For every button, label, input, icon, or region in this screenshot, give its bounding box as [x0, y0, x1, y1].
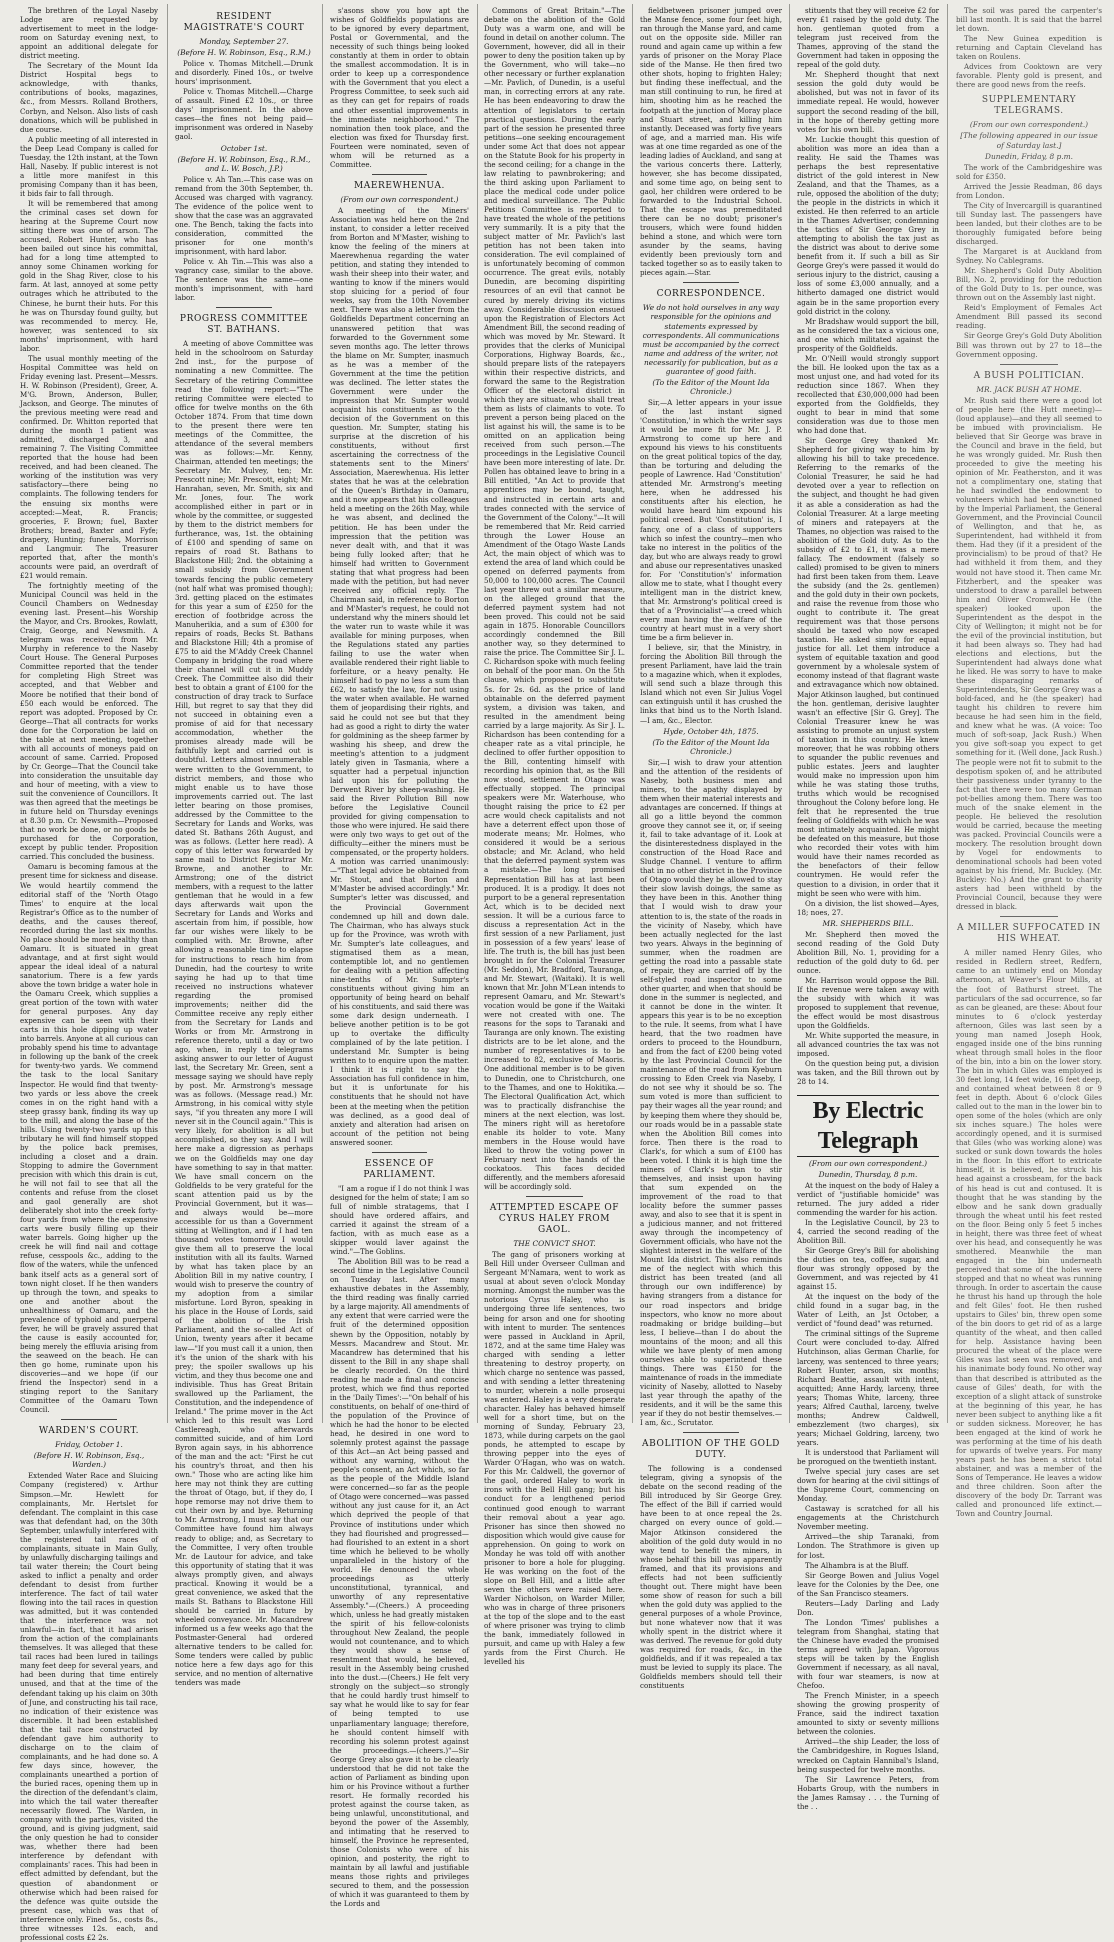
article-paragraph: It is understood that Parliament will be prorogued on the twentieth instant.: [797, 1447, 939, 1467]
column-divider: [789, 4, 790, 1423]
article-paragraph: The work of the Cambridgeshire was sold for £350.: [956, 162, 1102, 181]
telegraph-banner: By Electric Telegraph: [797, 1095, 939, 1157]
section-rule: [1000, 364, 1058, 365]
article-paragraph: Commons of Great Britain."—The debate on the abolition of the Gold Duty was a warm one, and will be found in detail on another column. The Government, however, did all in their power to deny the position taken up by the Government, who will take—no other necessary or further explanation—Mr. Pavlich, of Dunedin, is a useful man, in correcting errors at any rate. He has been endeavoring to draw the attention of legislators to certain practical questions. During the early part of the session he presented three petitions—one seeking encouragement under some Act that does not appear on the Statute Book for his property in the second ceiling; for a change in the law relating to pawnbrokering; and the third asking upon Parliament to place the medical code under police and medical surveillance. The Public Petitions Committee is reported to have treated the whole of the petitions very summarily. It is a pity that the subject matter of Mr. Pavlich's last petition has not been taken into consideration. The evil complained of is unfortunately becoming of common occurrence. The great evils, notably Dunedin, are becoming dispiriting resources of an evil that cannot be cured by merely driving its victims away. Considerable discussion ensued upon the Registration of Electors Act Amendment Bill, the second reading of which was moved by Mr. Steward. It provides that the clerks of Municipal Corporations, Highway Boards, &c., should prepare lists of the ratepayers within their respective districts, and forward the same to the Registration Officer of the electoral district in which they are situate, who shall treat them as lists of claimants to vote. To prevent a person being placed on the list against his will, the same is to be omitted on an application being received from such person.—The proceedings in the Legislative Council have been more interesting of late. Dr. Pollen has obtained leave to bring in a Bill entitled, "An Act to provide that apprentices may be bound, taught, and instructed in certain arts and trades connected with the service of the Government of the Colony."—It will be remembered that Mr. Reid carried through the Lower House an Amendment of the Otago Waste Lands Act, the main object of which was to extend the area of land which could be opened on deferred payments from 50,000 to 100,000 acres. The Council last year threw out a similar measure, on the alleged ground that the deferred payment system had not been proved. This could not be said again in 1875. Honorable Councillors accordingly condemned the Bill another way, so they determined to raise the price. The Committee Sir J. L. C. Richardson spoke with much feeling on behalf of the poor man. On the 5th clause, which proposed to substitute 5s. for 2s. 6d. as the price of land obtainable on the deferred payment system, a division was taken, and resulted in the amendment being carried by a large majority. As Sir J. L. Richardson has been contending for a cheaper rate as a vital principle, he declined to offer further opposition to the Bill, contenting himself with recording his opinion that, as the Bill now stood, settlement in Otago was effectually stopped. The principal speakers were Mr. Waterhouse, who thought raising the price to £2 per acre would check capitalists and not have a deterrent effect upon those of moderate means; Mr. Holmes, who considered it would be a serious obstacle; and Mr. Acland, who held that the deferred payment system was a mistake.—The long promised Representation Bill has at last been produced. It is a prodigy. It does not purport to be a general representation Act, which is to be decided next session. It will be a curious farce to discuss a representation Act in the first session of a new Parliament, just in possession of a few years' lease of life. The truth is, the bill has just been brought in for the Colonial Treasurer (Mr. Seddon), Mr. Bradford, Tauranga, and Mr. Stewart, (Waitaki). It is well known that Mr. John M'Lean intends to represent Oamaru, and Mr. Stewart's vocation would be gone if the Waitaki were not created with one. The reasons for the sops to Taranaki and Tauranga are only known. The existing districts are to be let alone, and the number of representatives is to be increased to 82, exclusive of Maoris. One additional member is to be given to Dunedin, one to Christchurch, one to the Thames, and one to Hokitika.—The Electoral Qualification Act, which was to practically disfranchise the miners at the next election, was lost. The miners right will as heretofore enable its holder to vote. Many members in the House would have liked to throw the voting power in February next into the hands of the cockatoos. This faces decided differently, and the members aforesaid will be accordingly sold.: [484, 6, 625, 1192]
dateline: Friday, October 1.: [55, 1440, 123, 1450]
column-2: [175, 6, 313, 1688]
dateline: Hyde, October 4th, 1875.: [663, 726, 759, 736]
article-paragraph: Oamaru is becoming famous at the present time for sickness and disease. We would heartily commend the editorial staff of the 'North Otago Times' to enquire at the local Registrar's Office as to the number of deaths, and the causes thereof, recorded during the last six months. No place should be more healthy than Oamaru. It is situated in great advantage, and at first sight would appear the ideal ideal of a natural sanatorium. There is a few yards above the town bridge a water hole in the Oamaru Creek, which supplies a great portion of the town with water for general purposes. Any day expensive can be seen with their carts in this hole dipping up water into barrels. Anyone at all curious can probably spend his time to advantage in following up the bank of the creek for twenty-two yards. We commend the task to the local Sanitary Inspector. He would find that twenty-two yards or less above the creek comes in on the right hand with a steep grassy bank, finding its way up to the mill, and along the base of the hills. Using twenty-two yards up this tributary he will find himself stopped by the police back premises, including a closet and a drain. Stopping to admire the Government precision with which this drain is cut, he will not fail to see that all the contents and refuse from the closet and gaol generally are shot deliberately shot into the creek forty-four yards from where the expensive carts were busily filling up their water barrels. Going higher up the creek he will find nail and cottage refuse, cesspools &c., adding to the flow of the waters, while the unfenced bank itself acts as a general sort of town night closet. If he then wanders up through the town, and speaks to one and another about the unhealthiness of Oamaru, and the prevalence of typhoid and puerperal fever, he will be gravely assured that the cause is easily accounted for, being merely the effluvia arising from the seaweed on the beach. He can then go home, ruminate upon his discoveries—and we hope (if our friend the Inspector) send in a stinging report to the Sanitary Committee of the Oamaru Town Council.: [20, 862, 158, 1415]
dateline: (To the Editor of the Mount Ida Chronicle.): [652, 377, 770, 396]
article-paragraph: A public meeting of all interested in the Deep Lead Company is called for Tuesday, the 12th instant, at the Town Hall, Naseby. If public interest is not a little more manifest in this promising Company than it has been, it bids fair to fall through.: [20, 134, 158, 198]
article-paragraph: The usual monthly meeting of the Hospital Committee was held on Friday evening last. Present—Messrs. H. W. Robinson (President), Greer, A. M'G. Brown, Anderson, Buller, Jackson, and George. The minutes of the previous meeting were read and confirmed. Dr. Whitton reported that during the month 1 patient was admitted, discharged 3, and remaining 7. The Visiting Committee reported that the house had been received, and had been cleaned. The working of the institution was very satisfactory—there being no complaints. The following tenders for the ensuing six months were accepted:—Meat, R. Francis; groceries, F. Brown; fuel, Baxter Brothers; bread, Baxter and Fyfe; drapery, Hunting; funerals, Morrison and Langmuir. The Treasurer reported that, after the month's accounts were paid, an overdraft of £21 would remain.: [20, 353, 158, 580]
dateline: (To the Editor of the Mount Ida Chronicle.): [652, 737, 770, 756]
article-paragraph: Castaway is scratched for all his engagements at the Christchurch November meeting.: [797, 1504, 939, 1532]
article-paragraph: "I am a rogue if I do not think I was designed for the helm of state; I am so full of nimble stratagems, that I should have ordered affairs, and carried it against the stream of a faction, with as much ease as a skipper would laver against the wind."—The Goblins.: [330, 1183, 469, 1257]
article-paragraph: Sir George Grey's Bill for abolishing the duties on tea, coffee, sugar, and flour was strongly opposed by the Government, and was rejected by 41 against 15.: [797, 1245, 939, 1292]
article-paragraph: Mr. Shepherd thought that next session the gold duty would be abolished, but was not in favor of its immediate repeal. He would, however support the second reading of the bill, in the hope of thereby getting more votes for his own bill.: [797, 70, 939, 134]
section-rule: [683, 1432, 740, 1433]
section-rule: [526, 1196, 582, 1197]
article-paragraph: At the inquest on the body of Haley a verdict of "justifiable homicide" was returned. The jury added a rider commending the warder for his action.: [797, 1180, 939, 1217]
section-heading: ABOLITION OF THE GOLD DUTY.: [642, 1439, 780, 1461]
column-divider: [167, 4, 168, 1423]
article-paragraph: Mr. Harrison would oppose the Bill. If the revenue were taken away with the subsidy with which it was proposed to supplement that revenue, the effect would be most disastrous upon the Goldfields.: [797, 975, 939, 1031]
article-paragraph: The French Minister, in a speech showing the growing prosperity of France, said the indirect taxation amounted to sixty or seventy millions between the colonies.: [797, 1691, 939, 1737]
column-divider: [632, 4, 633, 1423]
article-paragraph: The following is a condensed telegram, giving a synopsis of the debate on the second reading of the Bill introduced by Sir George Grey. The effect of the Bill if carried would have been to at once repeal the 2s. charged on every ounce of gold.—Major Atkinson considered the abolition of the gold duty would in no way tend to benefit the miners, in whose behalf this bill was apparently framed, and that its provisions and effects had not been sufficiently thought out. There might have been some show of reason for such a bill when the gold duty was applied to the general purposes of a whole Province, but none whatever now that it was wholly spent in the district where it was derived. The revenue for gold duty was required for roads, &c., in the goldfields, and if it was repealed a tax must be levied to supply its place. The Goldfields members should tell their constituents: [640, 1464, 782, 1691]
section-heading: CORRESPONDENCE.: [656, 289, 766, 300]
dateline: (Before H. W. Robinson, Esq., R.M., and L. W. Bosch, J.P.): [177, 154, 311, 173]
column-1: [20, 6, 158, 1942]
column-divider: [322, 4, 323, 1423]
article-paragraph: Mr. O'Neill would strongly support the bill. He looked upon the tax as a most unjust one, and had voted for its reduction since 1867. When they recollected that £30,000,000 had been exported from the Goldfields, they ought to bear in mind that some consideration was due to those men who had done that.: [797, 353, 939, 436]
section-heading: MAEREWHENUA.: [353, 180, 446, 191]
article-paragraph: Mr. Luckie thought this question of abolition was more an idea than a reality. He said the Thames was perhaps the best representative district of the gold interest in New Zealand, and that the Thames, as a rule, opposed the abolition of the duty; the people in the districts in which it existed. He then referred to an article in the Thames Advertiser, condemning the tactics of Sir George Grey in attempting to abolish the tax just as the district was about to derive some benefit from it. If such a bill as Sir George Grey's were passed it would do serious injury to the district, causing a loss of some £3,000 annually, and a hitherto damaged one district would again be in the same proportion every gold district in the colony.: [797, 134, 939, 316]
article-paragraph: Reuters—Lady Darling and Lady Don.: [797, 1598, 939, 1617]
article-paragraph: The criminal sittings of the Supreme Court were concluded to-day. Alfred Hutchinson, alias German Charlie, for larceny, was sentenced to three years; Robert Hunter, arson, six months; Richard Beattie, assault with intent, acquitted; Anne Hardy, larceny, three years; Thomas White, larceny, three years; Alfred Cauthal, larceny, twelve months; Andrew Caldwell, embezzlement (two charges), six years; Michael Goldring, larceny, two years.: [797, 1329, 939, 1447]
dateline: Dunedin, Friday, 8 p.m.: [985, 151, 1073, 161]
article-paragraph: Sir,—A letter appears in your issue of the last instant signed 'Constitution,' in which the writer says it would be more fit for Mr. J. P. Armstrong to come up here and expound his views to his constituents on the great political topics of the day, than be torturing and deluding the people of Lawrence. Had 'Constitution' attended Mr. Armstrong's meeting here, when he addressed his constituents after his election, he would have heard him expound his political creed. But 'Constitution' is, I fancy, one of a class of supporters which so infest the country—men who take no interest in the politics of the day, but who are always ready to growl and abuse our representatives unasked for. For 'Constitution's' information allow me to state, what I thought every intelligent man in the district knew, that Mr. Armstrong's political creed is that of a 'Provincialist'—a creed which every man having the welfare of the country at heart must in a very short time be a firm believer in.: [640, 397, 782, 643]
dateline: [The following appeared in our issue of Saturday last.]: [960, 131, 1098, 150]
article-paragraph: Sir George Bowen and Julius Vogel leave for the Colonies by the Dee, one of the San Francisco steamers.: [797, 1570, 939, 1598]
article-paragraph: Police v. Ah Tan.—This case was on remand from the 30th September, th. Accused was charged with vagrancy. The evidence of the police went to show that the case was an aggravated one. The Bench, taking the facts into consideration, committed the prisoner for one month's imprisonment, with hard labor.: [175, 174, 313, 257]
article-paragraph: fieldbetween prisoner jumped over the Manse fence, some four feet high, ran through the Manse yard, and came out on the opposite side. Miller ran round and again came up within a few yards of prisoner on the Moray Place side of the Manse. He then fired two other shots, hoping to frighten Haley; but finding these ineffectual, and the man still continuing to run, he fired at him, shooting him as he reached the footpath at the junction of Moray place and Stuart street, and killing him instantly. Deceased was forty five years of age, and a married man. His wife was at one time regarded as one of the leading ladies of Auckland, and sang at the various concerts there. Latterly, however, she has become dissipated, and some time ago, on being sent to gaol, her children were ordered to be forwarded to the Industrial School. That the escape was premeditated there can be no doubt; prisoner's trousers, which were found hidden behind a stone, and which were torn asunder by the seams, having evidently been previously torn and tacked together so as to easily taken to pieces again.—Star.: [640, 6, 782, 278]
dateline: (From our own correspondent.): [808, 1158, 928, 1168]
article-paragraph: The Secretary of the Mount Ida District Hospital begs to acknowledge, with thanks, contributions of books, magazines, &c., from Messrs. Rolland Brothers, Corbyn, and Nelson. Also lists of cash donations, which will be published in due course.: [20, 61, 158, 134]
article-paragraph: I believe, sir, that the Ministry, in forcing the Abolition Bill through the present Parliament, have laid the train to a magazine which, when it explodes, will send such a blaze through this Island which not even Sir Julius Vogel can extinguish until it has crushed the links that bind us to the North Island.—I am, &c., Elector.: [640, 643, 782, 725]
section-heading: A BUSH POLITICIAN.: [973, 370, 1085, 381]
dateline: Monday, September 27.: [199, 37, 289, 46]
article-paragraph: The London 'Times' publishes a telegram from Shanghai, stating that the Chinese have evaded the promised terms agreed with Japan. Vigorous steps will be taken by the English Government if necessary, as all naval, with four war steamers, is now at Chefoo.: [797, 1617, 939, 1691]
article-paragraph: Mr Bradshaw would support the bill, as he considered the tax a vicious one, and one which militated against the prosperity of the Goldfields.: [797, 316, 939, 353]
dateline: (From our own correspondent.): [340, 194, 459, 204]
article-paragraph: At the inquest on the body of the child found in a sugar bag, in the Water of Leith, an Jst October, a verdict of "found dead" was returned.: [797, 1292, 939, 1329]
article-paragraph: Mr. White supported the measure, in all advanced countries the tax was not imposed.: [797, 1031, 939, 1059]
article-paragraph: The Margaret is at Auckland from Sydney. No Cablegrams.: [956, 247, 1102, 266]
dateline: (Before H. W. Robinson, Esq., Warden.): [33, 1451, 145, 1470]
article-paragraph: The Sir Lawrence Peters, from Hobarts Group, with the numbers in the James Ramsay . . . the Turning of the . .: [797, 1774, 939, 1811]
article-paragraph: Sir,—I wish to draw your attention and the attention of the residents of Naseby, both business men and miners, to the apathy displayed by them when their material interests and advantages are concerned. If things at all go a little beyond the common groove they cannot see it, or, if seeing it, fail to take advantage of it. Look at the disinterestedness displayed in the construction of the Hoad Race and Sludge Channel. I venture to affirm that in no other district in the Province of Otago would they be allowed to stay their slow lavish doings, the same as they have been in this. Another thing that I would wish to draw your attention to is, the state of the roads in the vicinity of Naseby, which have been actually neglected for the last two years. Always in the beginning of summer, when the roadmen are getting the road into a passable state of repair, they are carried off by the self-styled road inspector to some other quarter, and when that should be done in the summer is neglected, and it cannot be done in the winter. It appears this year is to be no exception to the rule. It seems, from what I have heard, that the two roadmen have orders to proceed to the Houndburn, and from the fact of £200 being voted by the last Provincial Council for the maintenance of the road from Kyeburn crossing to Eden Creek via Naseby, I do not see why it should be so. The sum voted is more than sufficient to pay their wages all the year round; and by keeping them where they should be, our roads would be in a passable state when the Abolition Bill comes into force. Then there is the road to Clark's, for which a sum of £100 has been voted. I think it is high time the miners of Clark's began to stir themselves, and insist upon having that sum expended on the improvement of the road to that locality before the summer passes away, and also to see that it is spent in a judicious manner, and not frittered away through the incompetency of Government officials, who have not the slightest interest in the welfare of the Mount Ida district. This also reminds me of the neglect with which this district has been treated (and all through our own indifference) by having strangers from a distance for our road inspectors and bridge inspectors, who know no more about roadmaking or bridge building—but less, I believe—than I do about the mountains of the moon; and all this while we have plenty of men among ourselves able to superintend these things. There was £150 for the maintenance of roads in the immediate vicinity of Naseby, allotted to Naseby last year through the apathy of the residents, and it will be the same this year if they do not bestir themselves.—I am, &c., Scrutator.: [640, 757, 782, 1428]
article-paragraph: Police v. Thomas Mitchell.—Charge of assault. Fined £2 10s., or three days' imprisonment. In the above cases—the fines not being paid—imprisonment was ordered in Naseby gaol.: [175, 87, 313, 142]
article-paragraph: It will be remembered that among the criminal cases set down for hearing at the Supreme Court now sitting there was one of arson. The accused, Robert Hunter, who has been bailed out since his committal, had for a long time attempted to annoy some Chinamen working for gold in the Shag River, close to his farm. At last, annoyed at some petty outrages which he attributed to the Chinese, he burnt their huts. For this he was on Thursday found guilty, but was recommended to mercy. He, however, was sentenced to six months' imprisonment, with hard labor.: [20, 198, 158, 353]
article-paragraph: stituents that they will receive £2 for every £1 raised by the gold duty. The hon. gentleman quoted from a telegram just received from the Thames, approving of the stand the Government had taken in opposing the repeal of the gold duty.: [797, 6, 939, 70]
section-heading: RESIDENT MAGISTRATE'S COURT: [183, 12, 305, 33]
column-divider: [477, 4, 478, 1423]
dateline: Dunedin, Thursday, 8 p.m.: [818, 1169, 918, 1179]
column-3: [330, 6, 469, 1909]
article-paragraph: Sir George Grey thanked Mr. Shepherd for giving way to him by allowing his bill to take precedence. Referring to the remarks of the Colonial Treasurer, he said he had devoted over a year to reflection on the subject, and thought he had given it as able a consideration as had the Colonial Treasurer. At a large meeting of miners and ratepayers at the Thames, no objection was raised to the abolition of the Gold duty. As to the subsidy of £2 to £1, it was a mere fallacy. The endowment (falsely so called) promised to be given to miners had first been taken from them. Leave the subsidy (and the 2s. gentlemen) and the gold duty in their own pockets, and raise the revenue from those who ought to contribute it. The great requirement was that those persons should be taxed who now escaped taxation. He asked simply for equal justice for all. Let them introduce a system of equitable taxation and good government by a wholesale system of economy instead of that flagrant waste and extravagance which now obtained. Major Atkinson laughed, but continued the hon. gentleman, derisive laughter wasn't an effective [Sir G. Grey]. The Colonial Treasurer knew he was assisting to promote an unjust system of taxation in this country. He knew moreover, that he was robbing others to squander the public revenues and public estates. Jeers and laughter would make no impression upon him while he was stating those truths, truths which would be recognised throughout the Colony before long. He felt that he represented the true feeling of Goldfields with which he was most intimately acquainted. He might be defeated on this measure, but those who recorded their votes with him would have their names recorded as the benefactors of their fellow countrymen. He would refer the question to a division, in order that it might be seen who were with him.: [797, 436, 939, 898]
article-paragraph: Mr. Shepherd then moved the second reading of the Gold Duty Abolition Bill, No. 1, providing for a reduction of the gold duty to 6d. per ounce.: [797, 929, 939, 975]
article-paragraph: On the question being put, a division was taken, and the Bill thrown out by 28 to 14.: [797, 1059, 939, 1087]
section-heading: PROGRESS COMMITTEE ST. BATHANS.: [179, 314, 309, 336]
article-paragraph: The soil was pared the carpenter's bill last month. It is said that the barrel let down.: [956, 6, 1102, 34]
section-rule: [216, 307, 271, 308]
article-paragraph: Arrived the Jessie Readman, 86 days from London.: [956, 181, 1102, 200]
dateline: MR. JACK BUSH AT HOME.: [976, 384, 1082, 394]
section-rule: [372, 1152, 428, 1153]
column-6: [797, 6, 939, 1811]
article-paragraph: Arrived—the ship Leader, the loss of the Cambridgeshire, in Rogues Island, wrecked on Captain Hannibal's Island, being suspected for twelve months.: [797, 1737, 939, 1774]
article-paragraph: Police v. Thomas Mitchell.—Drunk and disorderly. Fined 10s., or twelve hours' imprisonment.: [175, 59, 313, 87]
article-paragraph: Reid's Employment of Females Act Amendment Bill passed its second reading.: [956, 303, 1102, 331]
section-heading: SUPPLEMENTARY TELEGRAMS.: [981, 95, 1077, 117]
article-paragraph: Police v. Ah Tin.—This was also a vagrancy case, similar to the above. The sentence was the same—one month's imprisonment, with hard labor.: [175, 257, 313, 303]
dateline: We do not hold ourselves in any way responsible for the opinions and statements expressed by correspondents. All communications must be accompanied by the correct name and address of the writer, not necessarily for publication, but as a guarantee of good faith.: [642, 303, 780, 376]
article-paragraph: Mr. Shepherd's Gold Duty Abolition Bill, No. 2, providing for the reduction of the Gold Duty to 1s. per ounce, was thrown out on the Assembly last night.: [956, 266, 1102, 303]
article-paragraph: In the Legislative Council, by 23 to 4, carried the second reading of the Abolition Bill.: [797, 1217, 939, 1245]
article-paragraph: Twelve special jury cases are set down for hearing at the civil sittings of the Supreme Court, commencing on Monday.: [797, 1467, 939, 1504]
article-paragraph: Extended Water Race and Sluicing Company (registered) v. Arthur Simpson.—Mr. Hewlett for complainants, Mr. Hertslet for defendant. The complaint in this case was that defendant had, on the 30th September, unlawfully interfered with the registered tail races of complainants, situate in Main Gully, by unlawfully discharging tailings and tail water therein; the Court being asked to inflict a penalty and order defendant to desist from further interference. The fact of tail water flowing into the tail races in question was admitted, but it was contended that the interference was not unlawful—in fact, that it had arisen from the action of the complainants themselves. It was alleged that these tail races had been lured in tailings many feet deep for several years, and had been during that time entirely unused, and that at the time of the defendant taking up his claim on 30th of June, and constructing his tail race, no indication of their existence was discernible. It had been established that the tail race constructed by defendant gave him authority to discharge on to the claim of complainants, and he had done so. A few days since, however, the complainants unearthed a portion of the buried races, opening them up in the direction of the defendant's claim, into which the tail water thereafter necessarily flowed. The Warden, in company with the parties, visited the ground, and is giving judgment, said the only question he had to consider was, whether there had been interference by defendant with complainants' races. This had been in effect admitted by defendant, but the question of abandonment or otherwise which had been raised for the defence was quite outside the present case, which was that of interference only. Fined 5s., costs 8s., three witnesses 12s. each, and professional costs £2 2s.: [20, 1471, 158, 1942]
article-paragraph: On a division, the list showed—Ayes, 18; noes, 27.: [797, 898, 939, 917]
article-paragraph: The fortnightly meeting of the Municipal Council was held in the Council Chambers on Wednesday evening last. Present—his Worship the Mayor, and Crs. Brookes, Rowlatt, Craig, George, and Newsmith. A telegram was received from Mr. Murphy in reference to the Naseby Court House. The General Purposes Committee reported that the tender for completing High Street was accepted, and that Webber and Moore be notified that their bond of £50 each would be enforced. The report was adopted. Proposed by Cr. George—That all contracts for works done for the Corporation be laid on the table at next meeting, together with all accounts of moneys paid on account of same. Carried. Proposed by Cr. George—That the Council take into consideration the unsuitable day and hour of meeting, with a view to suit the convenience of Councillors. It was then agreed that the meetings be in future held on Thursday evenings at 8.30 p.m. Cr. Newsmith—Proposed that no work be done, or no goods be purchased for the Corporation, except by public tender. Proposition carried. This concluded the business.: [20, 580, 158, 862]
article-paragraph: Mr. Rush said there were a good lot of people here (the Hutt meeting)—(loud applause)—and they all seemed to be imbued with provincialism. He believed that Sir George was brave in the Council and brave in the field, but he was wrongly guided. Mr. Rush then proceeded to give the meeting his opinion of Mr. Featherston, and it was not a complimentary one, stating that he had swindled the endowment to volunteers which had been sanctioned by the Imperial Parliament, the General Government, and the Provincial Council of Wellington, and that he, as Superintendent, had withheld it from them. Had they (if it a president of the provincialism) to be proud of that? He had withheld it from them, and they would not have stood it. Then came Mr. Fitzherbert, and the speaker was understood to draw a parallel between him and Oliver Cromwell. He (the speaker) looked upon the Superintendent as the despot in the City of Wellington; it might not be for the evil of the provincial institution, but it had been always so. They had had elections and elections, but the Superintendent had always done what he liked. He was sorry to have to make these disparaging remarks of Superintendents, Sir George Grey was a bold-faced, and he (the speaker) had taught his children to revere him because he had seen him in the field, and knew what he was. (A voice: Too much of soft-soap, Jack Rush.) When you give soft-soap you expect to get something for it. (Well done, Jack Rush.) The people were not fit to submit to the despotism spoken of, and he attributed their passiveness under tyranny to the fact that there were too many German pot-bellies among them. There was too much of the snake element in the people. He believed the resolution would be carried, because the meeting was packed. Provincial Councils were a mockery. The resolution brought down by Vogel for endowments to denominational schools had been voted against by his friend, Mr. Buckley. (Mr. Buckley: No.) And the grant to charity asters had been withheld by the Provincial Council, because they were dressed in black.: [956, 395, 1102, 912]
dateline: (Before H. W. Robinson, Esq., R.M.): [177, 48, 311, 58]
article-paragraph: A meeting of the Miners' Association was held here on the 2nd instant, to consider a letter received from Borton and M'Master, wishing to know the feeling of the miners at Maerewhenua regarding the water petition, and stating they intended to wash their sheep into their water, and wanting to know if the miners would stop sluicing for a period of four weeks, say from the 10th November next. There was also a letter from the Goldfields Department concerning an unanswered petition that was forwarded to the Government some seven months ago. The letter throws the blame on Mr. Sumpter, inasmuch as he was a member of the Government at the time the petition was declined. The letter states the Government were under the impression that Mr. Sumpter would acquaint his constituents as to the decision of the Government on this question. Mr. Sumpter, stating his surprise at the discretion of his constituents, without first ascertaining the correctness of the statements sent to the Miners' Association, Maerewhenua. His letter states that he was at the celebration of the Queen's Birthday in Oamaru, and it now appears that his colleagues held a meeting on the 26th May, while he was absent, and declined the petition. He has been under the impression that the petition was never dealt with, and that it was being fully looked after; that he himself had written to Government stating that what progress had been made with the petition, but had never received any official reply. The Chairman said, in reference to Borton and M'Master's request, he could not understand why the miners should let the water run to waste while it was available for mining purposes, when the Regulations stated any parties failing to use the water when available rendered their right liable to forfeiture, or a heavy penalty. He himself had to pay no less a sum than £62, to satisfy the law, for not using the water when available. He warned them of jeopardising their rights, and said he could not see but that they had as good a right to dirty the water for goldmining as the sheep farmer by washing his sheep, and drew the meeting's attention to a judgment lately given in Tasmania, where a squatter had a perpetual injunction laid upon his for polluting the Derwent River by sheep-washing. He said the River Pollution Bill now before the Legislative Council provided for giving compensation to those who were injured. He said there were only two ways to get out of the difficulty—either the miners must be compensated, or the property holders. A motion was carried unanimously:—"That legal advice be obtained from Mr. Stout, and that Borton and M'Master be advised accordingly." Mr. Sumpter's letter was discussed, and the Provincial Government condemned up hill and down dale. The Chairman, who has always stuck up for the Province, was wroth with Mr. Sumpter's late colleagues, and stigmatised them as a mean, contemptible lot, and no gentlemen for dealing with a petition affecting nine-tenths of Mr. Sumpter's constituents without giving him an opportunity of being heard on behalf of his constituents, and said there was some dark design underneath. I believe another petition is to be got up to overtake the difficulty complained of by the late petition. I understand Mr. Sumpter is being written to to enquire upon the matter. I think it is right to say the Association has full confidence in him, but it is unfortunate for his constituents that he should not have been at the meeting when the petition was declined, as a good deal of anxiety and alteration had arisen on account of the petition not being answered sooner.: [330, 205, 469, 1147]
article-paragraph: Advices from Cooktown are very favorable. Plenty gold is present, and there are good news from the reefs.: [956, 62, 1102, 90]
dateline: (From our own correspondent.): [969, 120, 1089, 130]
section-rule: [372, 174, 428, 175]
section-heading: WARDEN'S COURT.: [38, 1426, 140, 1437]
dateline: October 1st.: [220, 143, 268, 153]
section-heading: ATTEMPTED ESCAPE OF CYRUS HALEY FROM GAOL.: [489, 1203, 620, 1236]
article-paragraph: The City of Invercargill is quarantined till Sunday last. The passengers have been landed, but their clothes are to be thoroughly fumigated before being discharged.: [956, 200, 1102, 246]
dateline: MR. SHEPHERDS BILL.: [822, 918, 914, 928]
section-rule: [1000, 916, 1058, 917]
section-rule: [683, 282, 740, 283]
column-5: [640, 6, 782, 1691]
article-paragraph: Arrived—the ship Taranaki, from London. The Strathmore is given up for lost.: [797, 1532, 939, 1560]
article-paragraph: The gang of prisoners working at Bell Hill under Overseer Cullman and Sergeant M'Namara, went to work as usual at about seven o'clock Monday morning. Amongst the number was the notorious Cyrus Haley, who is undergoing three life sentences, two being for arson and one for shooting with intent to murder. The sentences were passed in Auckland in April, 1872, and at the same time Haley was charged with sending a letter threatening to destroy property, on which charge no sentence was passed, and with sending a letter threatening to murder, wherein a nolle prosequi was entered. Haley is a very desperate character. Haley has behaved himself well for a short time, but on the morning of Sunday, February 23, 1873, while during carpets on the gaol ponds, he attempted to escape by throwing pepper into the eyes of Warder O'Hagan, who was on watch. For this Mr. Caldwell, the governor of the gaol, ordered Haley to work in irons with the Bell Hill gang; but his conduct for a lengthened period continued good enough to warrant their removal about a year ago. Prisoner has since then showed no disposition which would give cause for apprehension. On going to work on Monday he was told off with another prisoner to bore a hole for plugging. He was working on the foot of the slope on Bell Hill, and a little after seven the others were raised here. Warder Nicholson, on Warder Miller, who was in charge of three prisoners at the top of the slope and to the east of where prisoner was trying to climb the bank, immediately followed in pursuit, and came up with Haley a few yards from the First Church. He levelled his: [484, 1250, 625, 1667]
article-paragraph: The brethren of the Loyal Naseby Lodge are requested by advertisement to meet in the lodge-room on Saturday evening next, to appoint an additional delegate for district meeting.: [20, 6, 158, 61]
section-rule: [61, 1419, 116, 1420]
column-7: [956, 6, 1102, 1519]
article-paragraph: s'asons show you how apt the wishes of Goldfields populations are to be ignored by every department, Postal or Governmental, and the necessity of such things being looked constantly at them in order to obtain the smallest accommodation. It is in order to keep up a correspondence with the Government that you elect a Progress Committee, to seek such aid as they can get for repairs of roads and other essential improvements in the immediate neighborhood." The nomination then took place, and the election was fixed for Thursday first. Fourteen were nominated, seven of whom will be returned as a Committee.: [330, 6, 469, 169]
article-paragraph: The Abolition Bill was to be read a second time in the Legislative Council on Tuesday last. After many exhaustive debates in the Assembly, the third reading was finally carried by a large majority. All amendments of any extent that were carried were the fruit of the determined opposition shewn by the Opposition, notably by Messrs. Macandrew and Stout. Mr. Macandrew has determined that his dissent to the Bill in any shape shall be clearly recorded. On the third reading he made a final and concise protest, which we find thus reported in the 'Daily Times':—"On behalf of his constituents, on behalf of one-third of the population of the Province of which he had the honor to be elected head, he desired in one word to solemnly protest against the passage of this Act—an Act being passed and without any warning, without the people's consent, an Act which, so far as the people of the Middle Island were concerned—so far as the people of Otago were concerned—was passed without any just cause for it, an Act which deprived the people of that Province of institutions under which they had flourished and progressed—had flourished to an extent in a short time which he believed to be wholly unparalleled in the history of the world. He denounced the whole proceedings as utterly unconstitutional, tyrannical, and unworthy of any representative Assembly."—(Cheers.) A proceeding which, unless he had greatly mistaken the spirit of his fellow-colonists throughout New Zealand, the people would not countenance, and to which they would show a sense of resentment that would, he believed, result in the Assembly being crushed into the dust.—(Cheers.) He felt very strongly on the subject—so strongly that he could hardly trust himself to say what he would like to say for fear of being tempted to use unparliamentary language; therefore, he should content himself with recording his solemn protest against the proceedings.—(cheers.)"—Sir George Grey also gave it to be clearly understood that he did not take the action of Parliament as binding upon him or his Province without a further resort. He formally recorded his protest against the course taken, as being unlawful, unconstitutional, and beyond the power of the Assembly, and intimating that he reserved to himself, the Province he represented, those Colonists who were of his opinion, and posterity, the right to maintain by all lawful and justifiable means those rights and privileges secured to them, and the possession of which it was guaranteed to them by the Lords and: [330, 1257, 469, 1909]
article-paragraph: The New Guinea expedition is returning and Captain Cleveland has taken on Roulens.: [956, 34, 1102, 62]
dateline: THE CONVICT SHOT.: [513, 1239, 596, 1249]
section-heading: ESSENCE OF PARLIAMENT.: [363, 1158, 436, 1180]
article-paragraph: Sir George Grey's Gold Duty Abolition Bill was thrown out by 27 to 18—the Government opposing.: [956, 331, 1102, 359]
article-paragraph: A miller named Henry Giles, who resided in Redlern street, Redfern, came to an untimely end on Monday afternoon, at Weaver's Flour Mills, at the foot of Bathurst street. The particulars of the sad occurrence, so far as can be gleaned, are these: About four minutes to 6 o'clock yesterday afternoon, Giles was last seen by a young man named Joseph Hook, engaged inside one of the bins running wheat through small holes in the floor of the bin, into a bin on the lower story. The bin in which Giles was employed is 30 feet long, 14 feet wide, 16 feet deep, and contained wheat between 8 or 9 feet in depth. About 6 o'clock Giles called out to the man in the lower bin to open some of the holes (which are only six inches square.) The holes were accordingly opened, and it is surmised that Giles (who was working alone) was sucked or sunk down towards the holes in the floor. In this effort to extricate himself, it is believed, he struck his head against a crossbeam, for the back of his head is cut and contused. It is thought that he was standing by the elbow and he sank down gradually through the wheat until his feet rested on the floor. Being only 5 feet 5 inches in height, there was three feet of wheat over his head, and consequently he was smothered. Meanwhile the man engaged in the bin underneath perceived that some of the holes were stopped and that no wheat was running through. In order to ascertain the cause he thrust his hand up through the hole and felt Giles' foot. He then rushed upstairs to Giles' bin, threw open some of the bin doors to get rid of as a large quantity of the wheat, and then called for help. Assistance having been procured the wheat of the place were Giles was last seen was removed, and his inanimate body found. No other way than that described is attributed as the cause of Giles' death, for with the exception of a slight attack of sunstroke at the beginning of this year, he has never been subject to anything like a fit or sudden sickness. Moreover, he has been engaged at the kind of work he was performing at the time of his death for upwards of twelve years. For many years past he has been a strict total abstainer, and was a member of the Sons of Temperance. He leaves a widow and three children. Soon after the discovery of the body Dr. Tarrant was called and pronounced life extinct.—Town and Country Journal.: [956, 948, 1102, 1519]
section-heading: A MILLER SUFFOCATED IN HIS WHEAT.: [956, 923, 1102, 945]
column-4: [484, 6, 625, 1667]
column-divider: [947, 4, 948, 1423]
article-paragraph: A meeting of above Committee was held in the schoolroom on Saturday 2nd inst., for the purpose of nominating a new Committee. The Secretary of the retiring Committee read the following report:—"The retiring Committee were elected to office for twelve months on the 6th October 1874. From that time down to the present there were ten meetings of the Committee, the attendance of the several members was as follows:—Mr. Kenny, Chairman, attended ten meetings; the Secretary Mr. Mulvey, ten; Mr. Prescott nine; Mr. Prescott, eight; Mr. Hanrahan, seven, Mr. Smith, six and Mr. Jones, four. The work accomplished either in part or in whole by the committee, or suggested by them to the district members for furtherance, was, 1st. the obtaining of £100 and spending of same on repairs of road St. Bathans to Blackstone Hill; 2nd. the obtaining a small subsidy from Government towards fencing the public cemetery (not half what was promised though); 3rd. getting placed on the estimates for this year a sum of £250 for the erection of footbridge across the Manuherikia, and a sum of £300 for repairs of roads, Becks St. Bathans and Blackstone Hill; 4th a promise of £75 to aid the M'Addy Creek Channel Company in bridging the road where their channel will cut it in Muddy Creek. The Committee also did their best to obtain a grant of £100 for the construction of dray track to Surface Hill, but regret to say that they did not succeed in obtaining even a promise of aid for that necessary accommodation, whether the promises already made will be faithfully kept and carried out is doubtful. Letters almost innumerable were written to the Government, to district members, and those who might enable us to have those improvements carried out. The last letter bearing on those promises, addressed by the Committee to the Secretary for Lands and Works, was dated St. Bathans 26th August, and was as follows. (Letter here read). A copy of this letter was forwarded by same mail to District Registrar Mr. Browne, and another to Mr. Armstrong; one of the district members, with a request to the latter gentleman that he would in a few days afterwards wait upon the Secretary for Lands and Works and ascertain from him, if possible, how far our wishes were likely to be complied with. Mr. Browne, after allowing a reasonable time to elapse for instructions to reach him from Dunedin, had the courtesy to write saying he had up to that time received no instructions whatever regarding the promised improvements; neither did the Committee receive any reply either from the Secretary for Lands and Works or from Mr. Armstrong in reference thereto, until a day or two ago, when, in reply to telegrams asking answer to our letter of August last, the Secretary Mr. Green, sent a message saying we should have reply by post. Mr. Armstrong's message was as follows. (Message read.) Mr. Armstrong, in his comical witty style says, "if you threaten any more I will never sit in the Council again." This is very likely, for abolition is all but accomplished, so they say. And I will here make a digression as perhaps we on the Goldfields may one day have something to say in that matter. We have small concern on the Goldfields to be very grateful for the scant attention paid us by the Provincial Government, but it was—and always would be—more accessible for us than a Government sitting at Wellington, and if I had ten thousand votes tomorrow I would give them all to preserve the local institution with all its faults. Warned by what has taken place by an Abolition Bill in my native country, I would wish to preserve the country of my adoption from a similar misfortune. Lord Byron, speaking in his place in the House of Lords, said of the abolition of the Irish Parliament, and the so-called Act of Union, twenty years after it became law—"If you must call it a union, then it's the union of the shark with his prey; the spoiler swallows up his victim, and they thus become one and indivisible. Thus has Great Britain swallowed up the Parliament, the Constitution, and the independence of Ireland." The prime mover in the Act which led to this result was Lord Castlereagh, who afterwards committed suicide, and of him Lord Byron again says, in his abhorrence of the man and the act: "First he cut his country's throat, and then his own." Those who are acting like him here may not think they are cutting the throat of Otago, but, if they do, I hope remorse may not drive them to cut their own by and bye. Returning to Mr. Armstrong, I must say that our Committee have found him always ready to oblige; and, as Secretary to the Committee, I very often trouble Mr. de Lautour for advice, and take this opportunity of stating that it was always promptly given, and always practical. Knowing it would be a great convenience, we asked that the mails St. Bathans to Blackstone Hill should be carried in future by wheeled conveyance. Mr. Macandrew informed us a few weeks ago that the Postmaster-General had ordered alternative tenders to be called for. Some tenders were called by public notice here a few days ago for this service, and no mention of alternative tenders was made: [175, 339, 313, 1688]
article-paragraph: The Alhambra is at the Bluff.: [805, 1560, 909, 1570]
